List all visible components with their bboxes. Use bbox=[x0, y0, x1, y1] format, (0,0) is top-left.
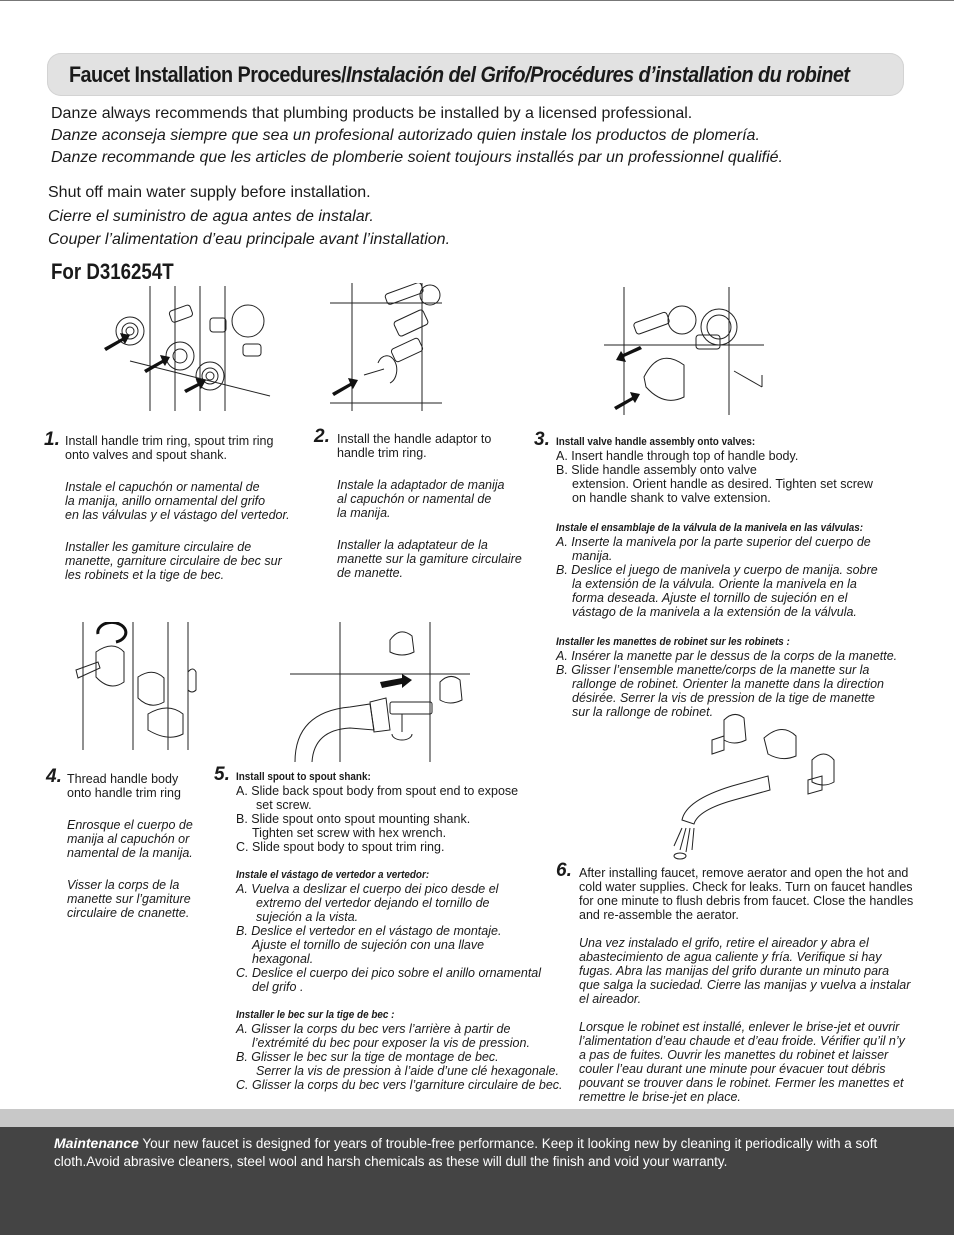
step5-number: 5. bbox=[214, 764, 230, 785]
step6-illustration bbox=[672, 710, 842, 862]
professional-notice bbox=[51, 103, 783, 169]
step5-text bbox=[236, 770, 563, 1092]
step4-en-line: Thread handle body bbox=[67, 772, 179, 786]
step6-es-line: Una vez instalado el grifo, retire el aireador y abra el bbox=[579, 936, 869, 950]
step5-en-line: B. Slide spout onto spout mounting shank. bbox=[236, 812, 471, 826]
step6-es-line: abastecimiento de agua caliente y fría. Verifique si hay bbox=[579, 950, 882, 964]
step5-es-line: extremo del vertedor dejando el tornillo de bbox=[256, 896, 490, 910]
step4-illustration bbox=[68, 622, 198, 750]
step3-es-line: A. Inserte la manivela por la parte superior del cuerpo de bbox=[556, 535, 871, 549]
step4-fr-line: Visser la corps de la bbox=[67, 878, 180, 892]
step3-fr-line: A. Insérer la manette par le dessus de la corps de la manette. bbox=[556, 649, 898, 663]
step3-es-line: forma deseada. Ajuste el tornillo de sujeción en el bbox=[572, 591, 848, 605]
step5-es-line: C. Deslice el cuerpo dei pico sobre el anillo ornamental bbox=[236, 966, 542, 980]
step4-es-line: manija al capuchón or bbox=[67, 832, 190, 846]
step5-illustration bbox=[290, 622, 470, 762]
step1-en-line: Install handle trim ring, spout trim ring bbox=[65, 434, 274, 448]
top-rule bbox=[0, 0, 954, 1]
step5-fr-line: l’extrémité du bec pour exposer la vis de pression. bbox=[252, 1036, 530, 1050]
step4-fr-line: circulaire de cnanette. bbox=[67, 906, 190, 920]
step2-text bbox=[337, 432, 522, 580]
step5-fr-line: C. Glisser la corps du bec vers l’garniture circulaire de bec. bbox=[236, 1078, 563, 1092]
step3-es-line: la extensión de la válvula. Oriente la manivela en la bbox=[572, 577, 857, 591]
step3-en-line: A. Insert handle through top of handle body. bbox=[556, 449, 799, 463]
step4-text bbox=[67, 772, 193, 920]
step6-es-line: que salga la suciedad. Cierre las manijas y vuelva a instalar bbox=[579, 978, 911, 992]
maintenance-label: Maintenance bbox=[54, 1135, 139, 1151]
step6-en-line: cold water supplies. Check for leaks. Turn on faucet handles bbox=[579, 880, 913, 894]
step6-fr-line: couler l’eau durant une minute pour évacuer tout débris bbox=[579, 1062, 886, 1076]
step1-fr-line: les robinets et la tige de bec. bbox=[65, 568, 225, 582]
step6-number: 6. bbox=[556, 860, 572, 881]
step2-es-line: Instale la adaptador de manija bbox=[337, 478, 505, 492]
step2-illustration bbox=[330, 283, 442, 411]
step5-heading-en: Install spout to spout shank: bbox=[236, 771, 371, 783]
step4-fr-line: manette sur l’gamiture bbox=[67, 892, 191, 906]
step6-en-line: and re-assemble the aerator. bbox=[579, 908, 739, 922]
step6-es-line: el aireador. bbox=[579, 992, 642, 1006]
step5-en-line: set screw. bbox=[256, 798, 312, 812]
step5-es-line: Ajuste el tornillo de sujeción con una llave bbox=[252, 938, 485, 952]
maintenance-line: Your new faucet is designed for years of trouble-free performance. Keep it looking new by cleaning it periodically with a soft bbox=[138, 1136, 878, 1151]
step1-es-line: Instale el capuchón or namental de bbox=[65, 480, 260, 494]
step3-fr-line: B. Glisser l’ensemble manette/corps de la manette sur la bbox=[556, 663, 870, 677]
shutoff-es: Cierre el suministro de agua antes de instalar. bbox=[48, 207, 374, 225]
step1-illustration bbox=[100, 286, 290, 411]
step4-es-line: namental de la manija. bbox=[67, 846, 193, 860]
title-spanish-french: Instalación del Grifo/Procédures d’installation du robinet bbox=[346, 62, 850, 87]
step3-en-line: extension. Orient handle as desired. Tighten set screw bbox=[572, 477, 873, 491]
notice-es: Danze aconseja siempre que sea un profesional autorizado quien instale los productos de plomería. bbox=[51, 127, 760, 144]
step5-en-line: Tighten set screw with hex wrench. bbox=[252, 826, 447, 840]
step6-es-line: fugas. Abra las manijas del grifo durante un minuto para bbox=[579, 964, 890, 978]
step5-en-line: A. Slide back spout body from spout end to expose bbox=[236, 784, 519, 798]
step5-es-line: hexagonal. bbox=[252, 952, 314, 966]
title-english: Faucet Installation Procedures/ bbox=[69, 62, 347, 87]
step1-number: 1. bbox=[44, 429, 60, 450]
step3-fr-line: désirée. Serrer la vis de pression de la tige de manette bbox=[572, 691, 875, 705]
step5-fr-line: A. Glisser la corps du bec vers l’arrière à partir de bbox=[236, 1022, 511, 1036]
shutoff-fr: Couper l’alimentation d’eau principale avant l’installation. bbox=[48, 231, 451, 248]
step6-en-line: for one minute to flush debris from faucet. Close the handles bbox=[579, 894, 914, 908]
step1-en-line: onto valves and spout shank. bbox=[65, 448, 227, 462]
step4-number: 4. bbox=[46, 766, 62, 787]
step6-text bbox=[579, 866, 913, 1104]
maintenance-text bbox=[54, 1134, 914, 1171]
step5-heading-fr: Installer le bec sur la tige de bec : bbox=[236, 1009, 395, 1021]
step2-en-line: handle trim ring. bbox=[337, 446, 427, 460]
step1-text bbox=[65, 434, 290, 582]
step3-es-line: vástago de la manivela a la extensión de la válvula. bbox=[572, 605, 857, 619]
maintenance-footer bbox=[0, 1127, 954, 1235]
shutoff-notice bbox=[48, 181, 450, 252]
step2-es-line: al capuchón or namental de bbox=[337, 492, 492, 506]
model-heading: For D316254T bbox=[51, 259, 174, 284]
step5-es-line: del grifo . bbox=[252, 980, 304, 994]
step4-es-line: Enrosque el cuerpo de bbox=[67, 818, 193, 832]
step6-en-line: After installing faucet, remove aerator and open the hot and bbox=[579, 866, 909, 880]
step5-fr-line: B. Glisser le bec sur la tige de montage de bec. bbox=[236, 1050, 499, 1064]
step3-es-line: manija. bbox=[572, 549, 613, 563]
step6-fr-line: pouvant se trouver dans le robinet. Fermer les manettes et bbox=[579, 1076, 904, 1090]
step3-es-line: B. Deslice el juego de manivela y cuerpo de manija. sobre bbox=[556, 563, 878, 577]
step2-fr-line: Installer la adaptateur de la bbox=[337, 538, 488, 552]
step4-en-line: onto handle trim ring bbox=[67, 786, 181, 800]
step3-text bbox=[556, 435, 897, 719]
title-banner bbox=[47, 53, 904, 96]
page-title bbox=[69, 62, 849, 88]
step5-es-line: B. Deslice el vertedor en el vástago de montaje. bbox=[236, 924, 502, 938]
step2-number: 2. bbox=[314, 426, 330, 447]
step6-fr-line: Lorsque le robinet est installé, enlever le brise-jet et ouvrir bbox=[579, 1020, 900, 1034]
step1-fr-line: manette, garniture circulaire de bec sur bbox=[65, 554, 282, 568]
step1-es-line: en las válvulas y el vástago del vertedor. bbox=[65, 508, 290, 522]
step3-heading-en: Install valve handle assembly onto valves: bbox=[556, 436, 756, 448]
step2-fr-line: de manette. bbox=[337, 566, 404, 580]
maintenance-line: cloth.Avoid abrasive cleaners, steel wool and harsh chemicals as these will dull the finish and void your warranty. bbox=[54, 1154, 728, 1169]
step6-fr-line: remettre le brise-jet en place. bbox=[579, 1090, 741, 1104]
step1-fr-line: Installer les gamiture circulaire de bbox=[65, 540, 252, 554]
step3-number: 3. bbox=[534, 429, 550, 450]
footer-band bbox=[0, 1109, 954, 1127]
step1-es-line: la manija, anillo ornamental del grifo bbox=[65, 494, 266, 508]
step2-es-line: la manija. bbox=[337, 506, 391, 520]
step3-en-line: B. Slide handle assembly onto valve bbox=[556, 463, 757, 477]
step3-heading-es: Instale el ensamblaje de la válvula de la manivela en las válvulas: bbox=[556, 522, 864, 534]
step3-en-line: on handle shank to valve extension. bbox=[572, 491, 771, 505]
step3-heading-fr: Installer les manettes de robinet sur les robinets : bbox=[556, 636, 790, 648]
step6-fr-line: l’alimentation d’eau chaude et d’eau froide. Vérifier qu’il n’y bbox=[579, 1034, 905, 1048]
step5-es-line: sujeción a la vista. bbox=[256, 910, 359, 924]
shutoff-en: Shut off main water supply before installation. bbox=[48, 184, 371, 201]
step5-heading-es: Instale el vástago de vertedor a vertedor: bbox=[236, 869, 430, 881]
step5-fr-line: Serrer la vis de pression à l’aide d’une clé hexagonale. bbox=[256, 1064, 559, 1078]
step2-en-line: Install the handle adaptor to bbox=[337, 432, 492, 446]
step2-fr-line: manette sur la gamiture circulaire bbox=[337, 552, 522, 566]
step6-fr-line: a pas de fuites. Ouvrir les manettes du robinet et laisser bbox=[579, 1048, 889, 1062]
step3-fr-line: rallonge de robinet. Orienter la manette dans la direction bbox=[572, 677, 884, 691]
step3-illustration bbox=[604, 287, 764, 415]
step3-fr-line: sur la rallonge de robinet. bbox=[572, 705, 714, 719]
step5-en-line: C. Slide spout body to spout trim ring. bbox=[236, 840, 445, 854]
notice-en: Danze always recommends that plumbing products be installed by a licensed professional. bbox=[51, 105, 693, 122]
notice-fr: Danze recommande que les articles de plomberie soient toujours installés par un professionnel qualifié. bbox=[51, 149, 783, 166]
step5-es-line: A. Vuelva a deslizar el cuerpo dei pico desde el bbox=[236, 882, 499, 896]
